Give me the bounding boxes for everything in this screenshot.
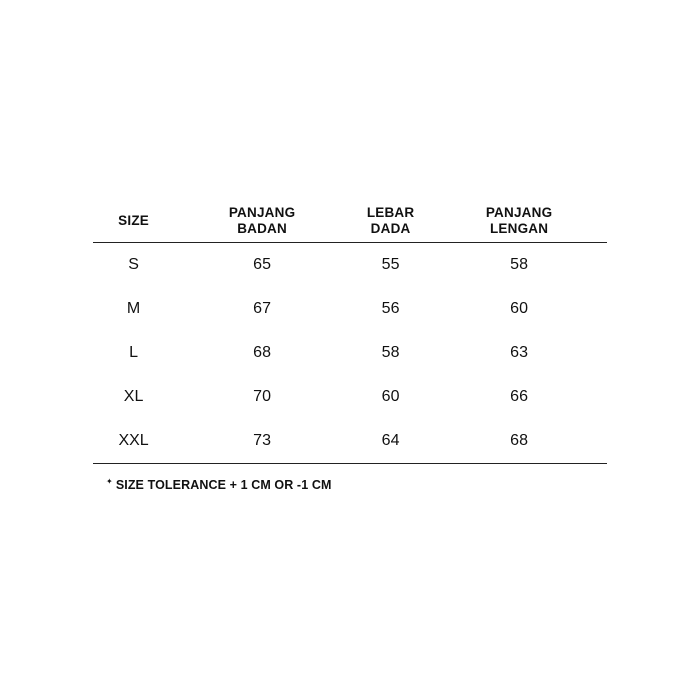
cell-panjang-lengan: 68 bbox=[510, 432, 528, 449]
cell-panjang-lengan: 63 bbox=[510, 344, 528, 361]
table-header bbox=[93, 200, 607, 243]
cell-panjang-badan: 65 bbox=[253, 256, 271, 273]
table-row bbox=[93, 243, 607, 287]
cell-panjang-lengan: 60 bbox=[510, 300, 528, 317]
cell-panjang-badan: 70 bbox=[253, 388, 271, 405]
table-body bbox=[93, 243, 607, 464]
cell-lebar-dada: 56 bbox=[381, 300, 400, 317]
cell-lebar-dada: 60 bbox=[381, 388, 400, 405]
table-row bbox=[93, 287, 607, 331]
cell-panjang-badan: 67 bbox=[253, 300, 271, 317]
cell-panjang-badan: 73 bbox=[253, 432, 271, 449]
cell-lebar-dada: 55 bbox=[381, 256, 400, 273]
footnote-text: SIZE TOLERANCE + 1 CM OR -1 CM bbox=[115, 478, 332, 492]
size-tolerance-note bbox=[106, 478, 331, 492]
cell-panjang-lengan: 58 bbox=[510, 256, 528, 273]
cell-size: L bbox=[129, 344, 139, 361]
cell-size: M bbox=[126, 300, 141, 317]
cell-panjang-badan: 68 bbox=[253, 344, 271, 361]
cell-lebar-dada: 58 bbox=[381, 344, 400, 361]
header-panjang-badan: PANJANG BADAN bbox=[228, 205, 296, 236]
header-size: SIZE bbox=[118, 213, 149, 228]
size-chart-table bbox=[93, 200, 607, 464]
cell-size: XXL bbox=[118, 432, 149, 449]
header-lebar-dada: LEBAR DADA bbox=[366, 205, 415, 236]
cell-size: S bbox=[128, 256, 139, 273]
cell-size: XL bbox=[123, 388, 144, 405]
header-panjang-lengan: PANJANG LENGAN bbox=[485, 205, 553, 236]
table-row bbox=[93, 331, 607, 375]
cell-panjang-lengan: 66 bbox=[510, 388, 528, 405]
table-row bbox=[93, 419, 607, 463]
sparkle-icon: ✦ bbox=[106, 477, 113, 486]
table-row bbox=[93, 375, 607, 419]
cell-lebar-dada: 64 bbox=[381, 432, 400, 449]
